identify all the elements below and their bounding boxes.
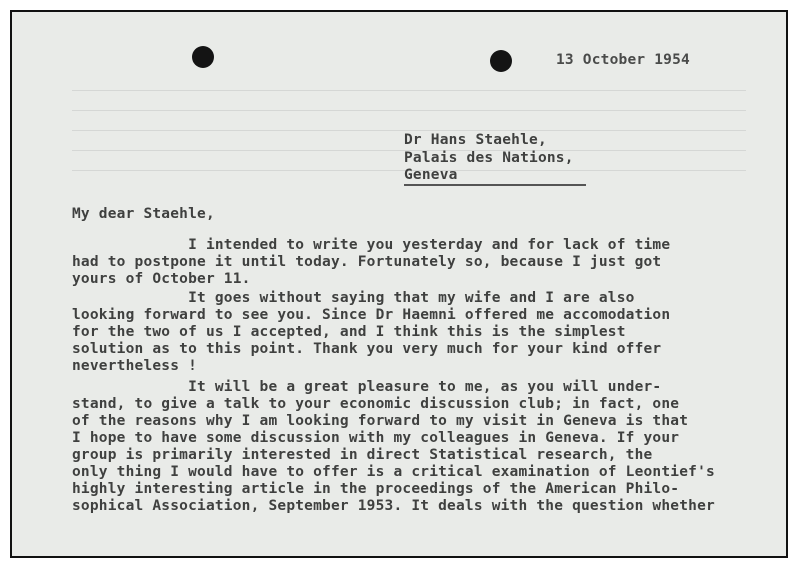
show-through-line [72,110,746,111]
recipient-name: Dr Hans Staehle, [404,132,547,148]
recipient-city: Geneva [404,167,458,183]
body-line: solution as to this point. Thank you very much for your kind offer [72,341,662,357]
body-line: It goes without saying that my wife and I are also [72,290,635,306]
body-line: stand, to give a talk to your economic discussion club; in fact, one [72,396,680,412]
body-line: yours of October 11. [72,271,251,287]
body-line: group is primarily interested in direct Statistical research, the [72,447,653,463]
body-line: I intended to write you yesterday and for lack of time [72,237,671,253]
body-line: It will be a great pleasure to me, as you will under- [72,379,662,395]
punch-hole-left [192,46,214,68]
letter-date: 13 October 1954 [556,52,690,68]
body-line: sophical Association, September 1953. It deals with the question whether [72,498,715,514]
body-line: highly interesting article in the proceedings of the American Philo- [72,481,680,497]
body-line: had to postpone it until today. Fortunately so, because I just got [72,254,662,270]
letter-page [10,10,788,558]
body-line: nevertheless ! [72,358,198,374]
recipient-org: Palais des Nations, [404,150,574,166]
body-line: only thing I would have to offer is a critical examination of Leontief's [72,464,715,480]
show-through-line [72,130,746,131]
body-line: looking forward to see you. Since Dr Haemni offered me accomodation [72,307,671,323]
punch-hole-right [490,50,512,72]
salutation: My dear Staehle, [72,206,215,222]
body-line: of the reasons why I am looking forward to my visit in Geneva is that [72,413,689,429]
body-line: I hope to have some discussion with my colleagues in Geneva. If your [72,430,680,446]
body-line: for the two of us I accepted, and I think this is the simplest [72,324,626,340]
show-through-line [72,90,746,91]
address-underline [404,184,586,186]
